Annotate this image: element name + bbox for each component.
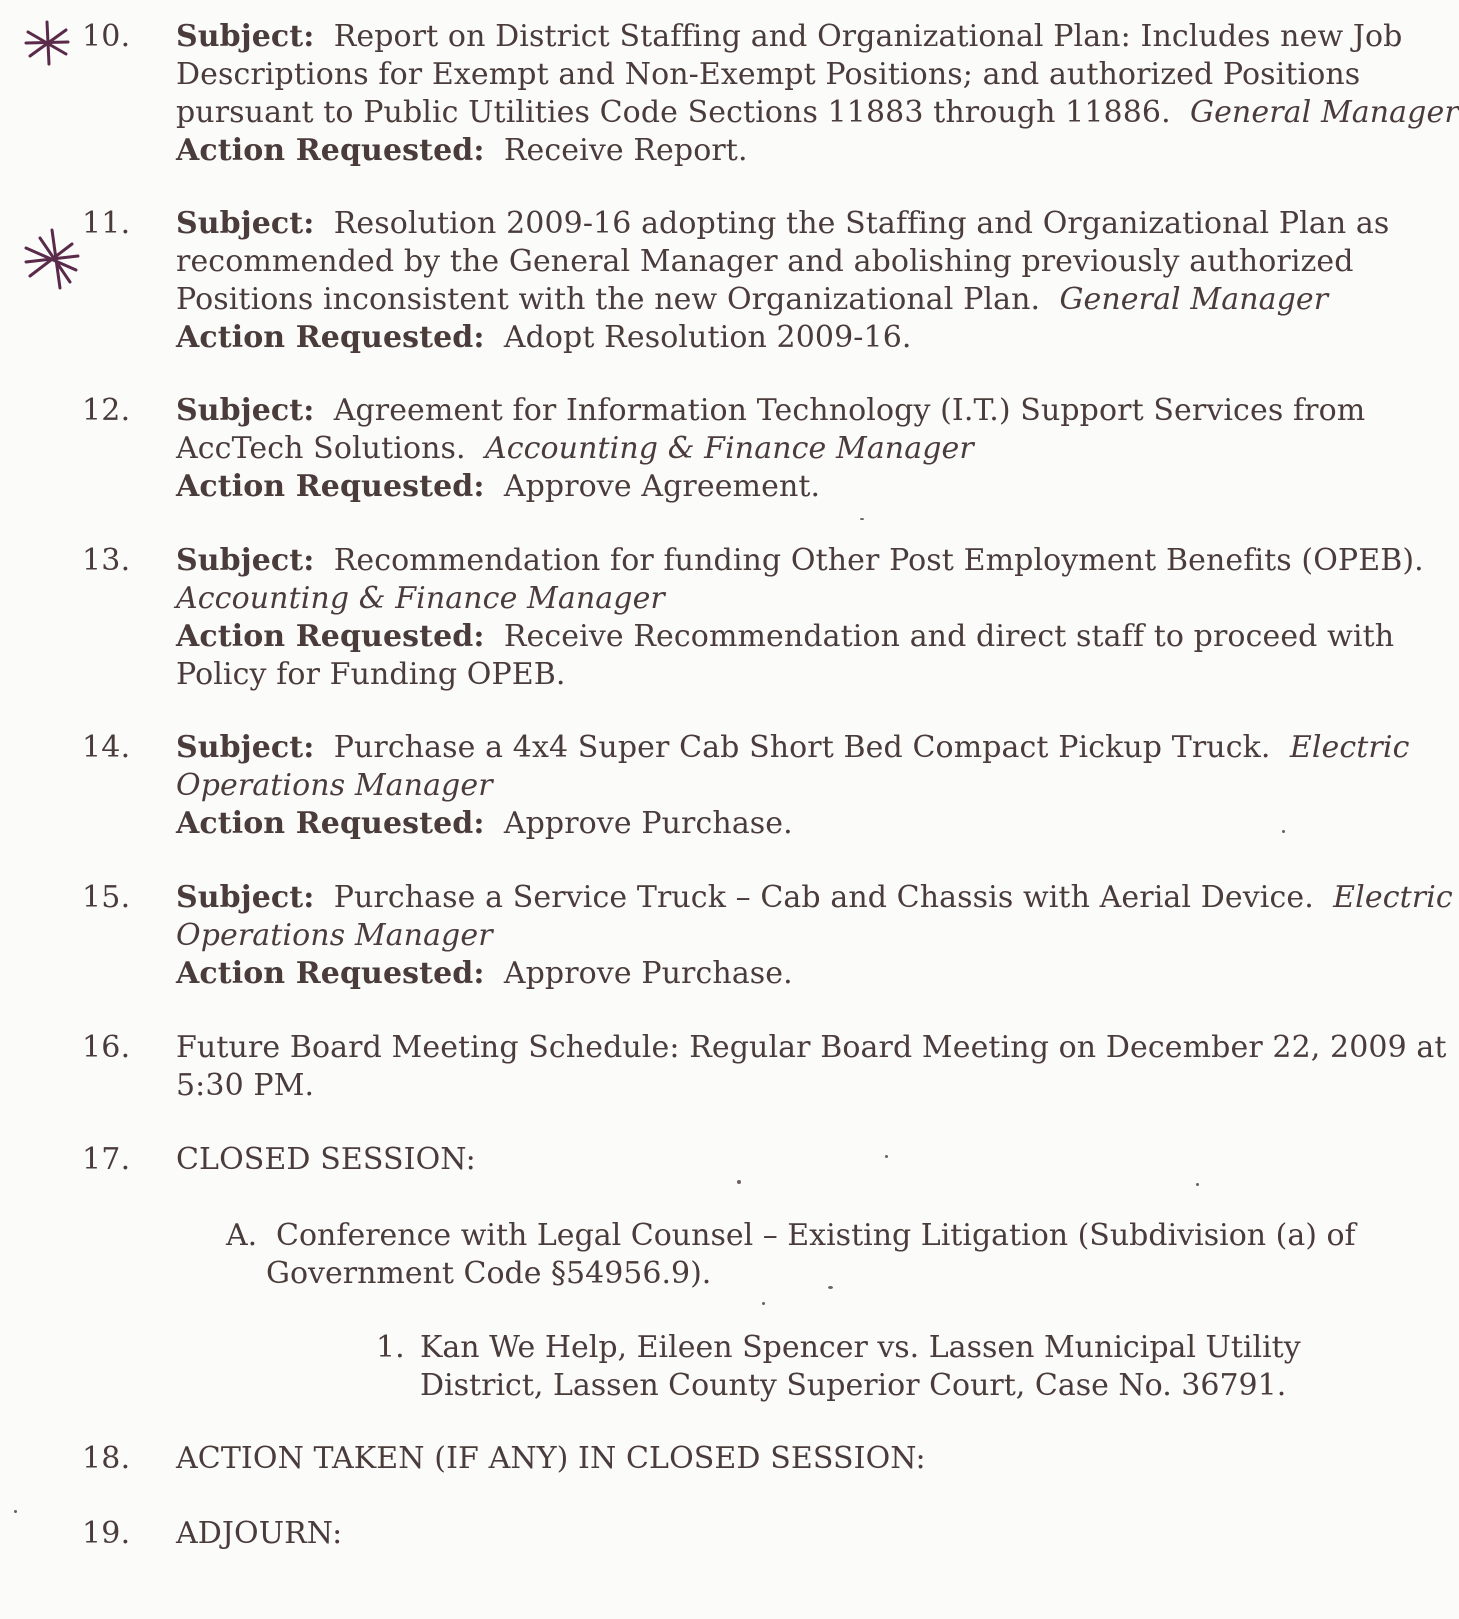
item-number: 18.	[82, 1441, 131, 1476]
item-number: 11.	[82, 206, 131, 241]
presenter: Accounting & Finance Manager	[176, 581, 665, 616]
presenter: Electric	[1289, 730, 1410, 765]
subject-line: AccTech Solutions.	[176, 431, 466, 466]
subject-label: Subject:	[176, 880, 315, 915]
action-text: Approve Purchase.	[503, 956, 793, 991]
action-text: Adopt Resolution 2009-16.	[503, 320, 912, 355]
subject-label: Subject:	[176, 543, 315, 578]
item-text: ACTION TAKEN (IF ANY) IN CLOSED SESSION:	[176, 1441, 926, 1476]
item-number: 13.	[82, 543, 131, 578]
action-label: Action Requested:	[176, 133, 485, 168]
presenter: General Manager	[1190, 95, 1459, 130]
subject-line: recommended by the General Manager and abolishing previously authorized	[176, 244, 1354, 279]
subject-label: Subject:	[176, 393, 315, 428]
scan-speck	[14, 1510, 17, 1513]
action-text: Receive Recommendation and direct staff to proceed with	[503, 619, 1395, 654]
action-text: Approve Agreement.	[503, 469, 821, 504]
item-number: 16.	[82, 1030, 131, 1065]
action-label: Action Requested:	[176, 320, 485, 355]
subject-line: Recommendation for funding Other Post Employment Benefits (OPEB).	[333, 543, 1424, 578]
presenter: General Manager	[1059, 282, 1329, 317]
subject-line: Purchase a 4x4 Super Cab Short Bed Compact Pickup Truck.	[333, 730, 1271, 765]
subject-label: Subject:	[176, 206, 315, 241]
scan-speck	[1282, 830, 1285, 833]
subject-line: Report on District Staffing and Organizational Plan: Includes new Job	[333, 19, 1403, 54]
item-number: 19.	[82, 1516, 131, 1551]
subject-line: Positions inconsistent with the new Organizational Plan.	[176, 282, 1041, 317]
subject-line: Descriptions for Exempt and Non-Exempt Positions; and authorized Positions	[176, 57, 1361, 92]
subject-line: Agreement for Information Technology (I.T.) Support Services from	[333, 393, 1366, 428]
scan-speck	[1196, 1183, 1199, 1186]
subject-line: Purchase a Service Truck – Cab and Chassis with Aerial Device.	[333, 880, 1314, 915]
action-label: Action Requested:	[176, 619, 485, 654]
scan-speck	[737, 1180, 741, 1184]
sub-item-text: Conference with Legal Counsel – Existing Litigation (Subdivision (a) of	[276, 1218, 1356, 1253]
item-number: 10.	[82, 19, 131, 54]
presenter: Electric	[1333, 880, 1453, 915]
presenter: Operations Manager	[176, 918, 493, 953]
asterisk-icon	[22, 18, 72, 68]
item-text: Future Board Meeting Schedule: Regular Board Meeting on December 22, 2009 at	[176, 1030, 1447, 1065]
scan-speck	[828, 1286, 833, 1289]
subject-line: Resolution 2009-16 adopting the Staffing and Organizational Plan as	[333, 206, 1390, 241]
action-text: Receive Report.	[503, 133, 748, 168]
presenter: Accounting & Finance Manager	[484, 431, 974, 466]
subject-line: pursuant to Public Utilities Code Sections 11883 through 11886.	[176, 95, 1171, 130]
case-text: Kan We Help, Eileen Spencer vs. Lassen Municipal Utility	[420, 1330, 1301, 1365]
action-label: Action Requested:	[176, 469, 485, 504]
item-number: 15.	[82, 880, 131, 915]
action-text: Approve Purchase.	[503, 806, 793, 841]
scan-speck	[762, 1302, 765, 1305]
item-number: 12.	[82, 393, 131, 428]
item-text: 5:30 PM.	[176, 1068, 315, 1103]
action-label: Action Requested:	[176, 806, 485, 841]
presenter: Operations Manager	[176, 768, 493, 803]
asterisk-icon	[20, 226, 82, 292]
item-number: 17.	[82, 1142, 131, 1177]
subject-label: Subject:	[176, 19, 315, 54]
subject-label: Subject:	[176, 730, 315, 765]
item-text: CLOSED SESSION:	[176, 1142, 476, 1177]
scan-speck	[885, 1155, 888, 1158]
sub-item-letter: A.	[226, 1218, 258, 1253]
item-number: 14.	[82, 730, 131, 765]
case-number: 1.	[376, 1330, 405, 1365]
action-label: Action Requested:	[176, 956, 485, 991]
case-text: District, Lassen County Superior Court, Case No. 36791.	[420, 1368, 1287, 1403]
action-text-continued: Policy for Funding OPEB.	[176, 657, 566, 692]
scan-speck	[860, 518, 864, 520]
item-text: ADJOURN:	[176, 1516, 343, 1551]
sub-item-text: Government Code §54956.9).	[266, 1256, 712, 1291]
